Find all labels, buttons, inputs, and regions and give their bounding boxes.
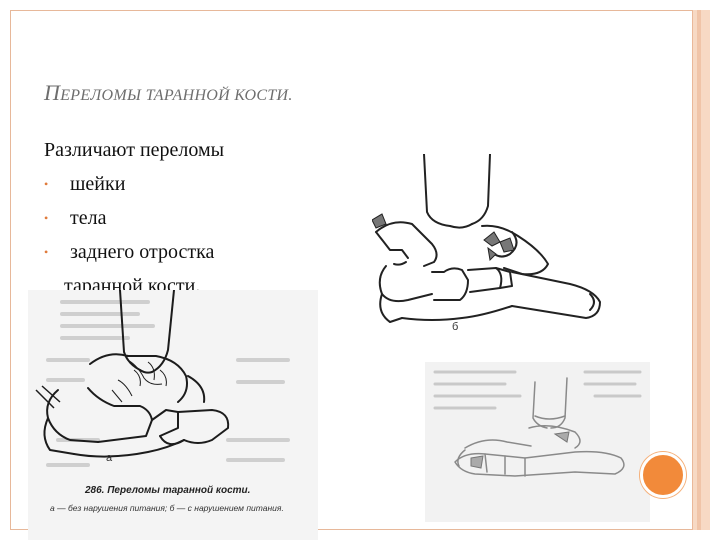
- decorative-orange-circle: [640, 452, 686, 498]
- figure-caption-subtitle: а — без нарушения питания; б — с нарушением питания.: [50, 503, 284, 513]
- figure-label-b: б: [452, 321, 459, 333]
- bullet-item-2: [44, 201, 364, 235]
- right-decor-stripe: [697, 10, 701, 530]
- bullet-text-2: тела: [70, 207, 107, 229]
- right-decor-band: [692, 10, 710, 530]
- bullet-dot-icon: •: [44, 245, 49, 259]
- foot-fracture-illustration-c: [425, 362, 650, 522]
- slide-title: [44, 80, 293, 106]
- figure-label-a: а: [106, 452, 113, 464]
- intro-line: Различают переломы: [44, 139, 225, 161]
- bullet-text-1: шейки: [70, 173, 126, 195]
- bullet-item-3: [44, 235, 364, 269]
- title-initial: П: [44, 80, 61, 105]
- body-text: [44, 133, 364, 303]
- bullet-item-1: [44, 167, 364, 201]
- foot-fracture-illustration-b: [372, 154, 612, 344]
- bullet-dot-icon: •: [44, 211, 49, 225]
- bullet-text-3: заднего отростка: [70, 241, 215, 263]
- figure-caption-title: 286. Переломы таранной кости.: [85, 485, 251, 496]
- trailer-line: таранной кости.: [64, 275, 201, 297]
- title-rest: ЕРЕЛОМЫ ТАРАННОЙ КОСТИ.: [60, 87, 293, 104]
- bullet-dot-icon: •: [44, 177, 49, 191]
